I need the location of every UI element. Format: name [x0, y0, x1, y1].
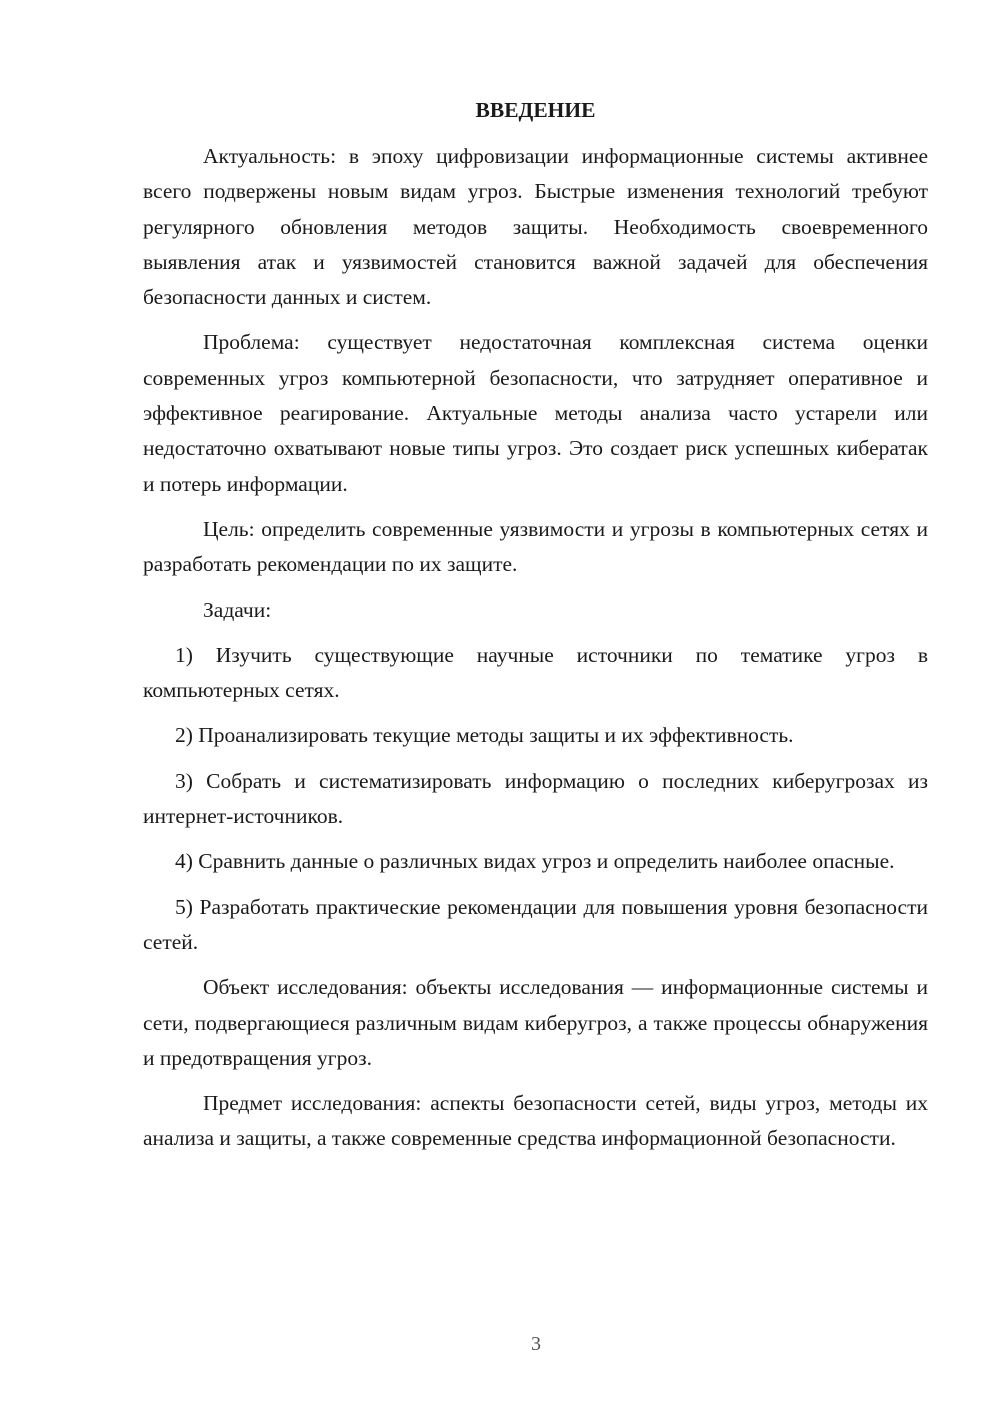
task-item-3: 3) Собрать и систематизировать информацию о последних киберугрозах из интернет-источников.	[143, 768, 928, 829]
task-item-4: 4) Сравнить данные о различных видах угроз и определить наиболее опасные.	[175, 849, 895, 874]
page-number: 3	[531, 1333, 541, 1355]
tasks-list	[143, 638, 928, 960]
task-item-1: 1) Изучить существующие научные источники по тематике угроз в компьютерных сетях.	[143, 642, 928, 703]
relevance-paragraph: Актуальность: в эпоху цифровизации информационные системы активнее всего подвержены новым видам угроз. Быстрые изменения технологий требуют регулярного обновления методов защиты. Необходимость своевременного выявления атак и уязвимостей становится важной задачей для обеспечения безопасности данных и систем.	[143, 144, 928, 310]
section-title: ВВЕДЕНИЕ	[475, 98, 596, 122]
goal-paragraph: Цель: определить современные уязвимости и угрозы в компьютерных сетях и разработать рекомендации по их защите.	[143, 516, 928, 577]
subject-paragraph: Предмет исследования: аспекты безопасности сетей, виды угроз, методы их анализа и защиты, а также современные средства информационной безопасности.	[143, 1091, 928, 1151]
task-item-5: 5) Разработать практические рекомендации для повышения уровня безопасности сетей.	[143, 894, 928, 954]
document-page	[143, 92, 928, 1167]
tasks-heading: Задачи:	[203, 597, 272, 622]
object-paragraph: Объект исследования: объекты исследования — информационные системы и сети, подвергающиеся различным видам киберугроз, а также процессы обнаружения и предотвращения угроз.	[143, 975, 928, 1070]
problem-paragraph: Проблема: существует недостаточная комплексная система оценки современных угроз компьютерной безопасности, что затрудняет оперативное и эффективное реагирование. Актуальные методы анализа часто устарели или недостаточно охватывают новые типы угроз. Это создает риск успешных кибератак и потерь информации.	[143, 330, 928, 496]
task-item-2: 2) Проанализировать текущие методы защиты и их эффективность.	[175, 723, 794, 748]
